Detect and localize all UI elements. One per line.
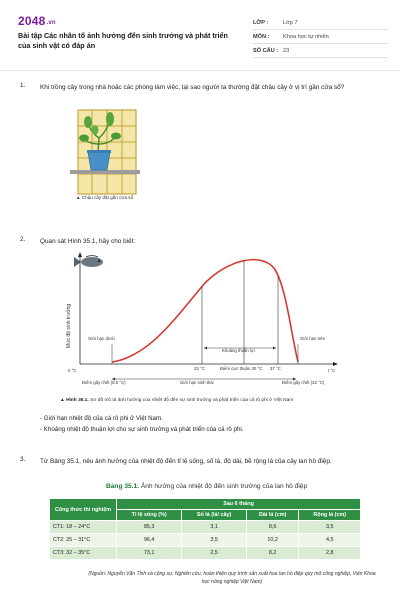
- question-2-number: 2.: [20, 236, 26, 243]
- t-axis-label: t °C: [328, 368, 336, 373]
- question-2-bullets: [40, 413, 244, 435]
- growth-curve: [112, 260, 298, 362]
- data-table: [49, 498, 361, 560]
- upper-limit-label: Giới hạn trên: [300, 336, 326, 341]
- meta-count: SỐ CÂU : 23: [253, 44, 388, 58]
- meta-info: [253, 16, 388, 58]
- meta-subject: MÔN : Khoa học tự nhiên: [253, 30, 388, 44]
- table-col-header: Dài lá (cm): [246, 510, 299, 521]
- header-divider: [0, 70, 400, 71]
- y-axis-label: Mức độ sinh trưởng: [66, 303, 72, 348]
- question-3-text: Từ Bảng 35.1, nêu ảnh hưởng của nhiệt độ đến tỉ lệ sống, số lá, độ dài, bề rộng lá của cây lan hồ điệp.: [40, 458, 332, 465]
- zero-label: 0 °C: [68, 368, 77, 373]
- page-title: Bài tập Các nhân tố ảnh hưởng đến sinh trưởng và phát triển của sinh vật có đáp án: [18, 31, 228, 50]
- tick-37: 37 °C: [270, 366, 281, 371]
- table-row: CT3: 32 – 35°C 73,1 2,5 8,2 2,8: [50, 547, 361, 560]
- death-low-label: Điểm gây chết (5,6 °C): [82, 380, 126, 385]
- lower-limit-label: Giới hạn dưới: [88, 336, 115, 341]
- table-col-header: Số lá (lá/ cây): [182, 510, 246, 521]
- question-2-text: Quan sát Hình 35.1, hãy cho biết:: [40, 238, 136, 245]
- window-plant-illustration: [70, 108, 140, 196]
- table-col-header: Rộng lá (cm): [299, 510, 361, 521]
- death-high-label: Điểm gây chết (42 °C): [282, 380, 325, 385]
- table-header-condition: Công thức thí nghiệm: [50, 499, 117, 521]
- table-title: Bảng 35.1. Ảnh hưởng của nhiệt độ đến sinh trưởng của lan hồ điệp: [106, 483, 308, 490]
- meta-class: LỚP : Lớp 7: [253, 16, 388, 30]
- tick-optimum: Điểm cực thuận 30 °C: [220, 366, 263, 371]
- table-row: CT2: 25 – 31°C 96,4 3,5 10,2 4,5: [50, 534, 361, 547]
- bullet-item: - Khoảng nhiệt độ thuận lợi cho sự sinh trưởng và phát triển của cá rô phi.: [40, 426, 244, 433]
- table-row: CT1: 18 – 24°C 85,3 3,1 8,6 3,5: [50, 521, 361, 534]
- site-logo[interactable]: 2048.vn: [18, 14, 56, 28]
- tick-23: 23 °C: [194, 366, 205, 371]
- table-col-header: Tỉ lệ sống (%): [117, 510, 182, 521]
- tolerance-label: Giới hạn sinh thái: [180, 380, 214, 385]
- bullet-item: - Giới hạn nhiệt độ của cá rô phi ở Việt Nam.: [40, 415, 163, 422]
- figure-2-caption: ▲ Hình 35.1. Sơ đồ mô tả ảnh hưởng của nhiệt độ đến sự sinh trưởng và phát triển của cá rô phi ở Việt Nam: [60, 398, 294, 403]
- tilapia-fish-icon: [74, 256, 103, 268]
- question-3-number: 3.: [20, 456, 26, 463]
- table-header-group: Sau 6 tháng: [117, 499, 361, 510]
- temperature-growth-diagram: [60, 248, 350, 404]
- table-source: (Nguồn: Nguyễn Văn Tỉnh và cộng sự, Nghiên cứu, hoàn thiện quy trình sản xuất hoa lan hồ điệp quy mô công nghiệp, Viện Khoa học nông nghiệp Việt Nam): [88, 571, 376, 585]
- question-1-number: 1.: [20, 82, 26, 89]
- optimal-range-label: Khoảng thuận lợi: [222, 348, 255, 353]
- header: [18, 14, 388, 64]
- figure-1-caption: ▲ Chậu cây đặt gần cửa sổ: [76, 195, 134, 200]
- question-1-text: Khi trồng cây trong nhà hoặc các phòng làm việc, tại sao người ta thường đặt chậu cây ở vị trí gần cửa sổ?: [40, 84, 345, 91]
